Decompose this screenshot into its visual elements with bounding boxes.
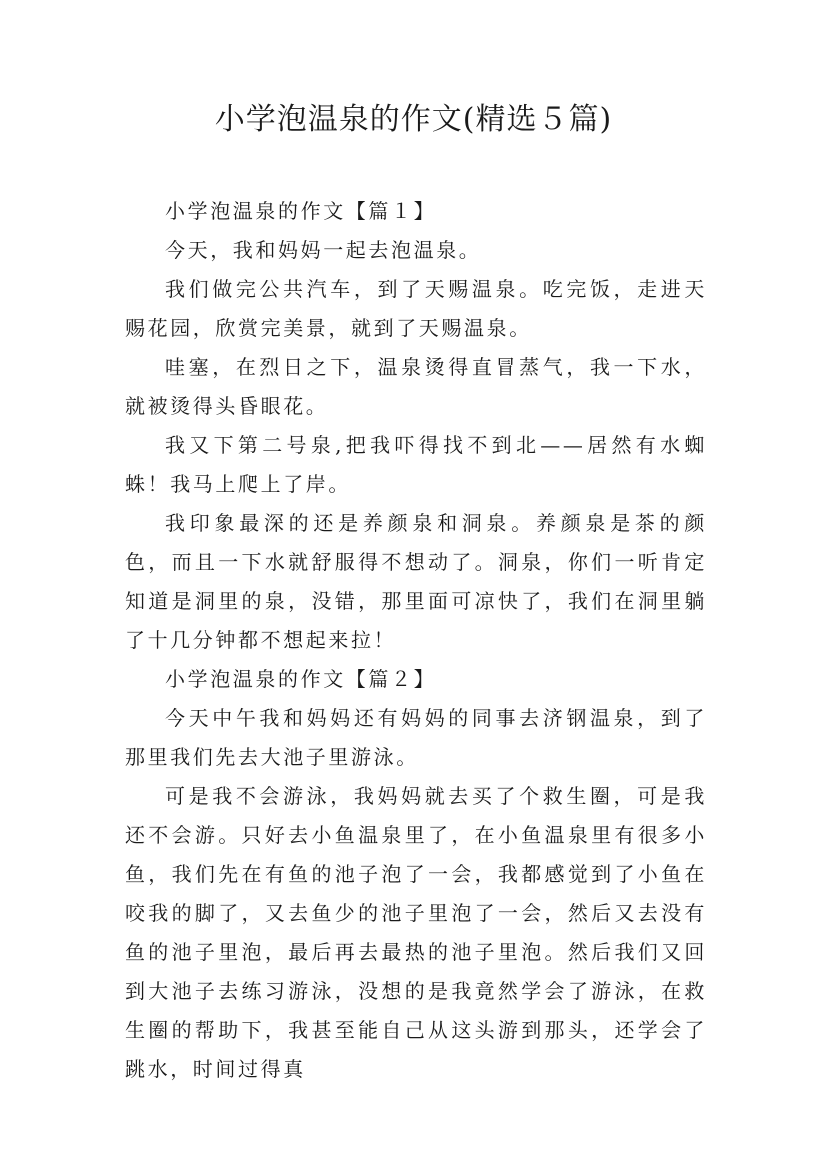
section-heading-2: 小学泡温泉的作文【篇２】 <box>165 667 437 691</box>
paragraph: 今天，我和妈妈一起去泡温泉。 <box>165 238 482 262</box>
document-body <box>125 192 707 1089</box>
page-title: 小学泡温泉的作文(精选５篇) <box>214 102 613 137</box>
paragraph: 我又下第二号泉,把我吓得找不到北——居然有水蜘蛛！我马上爬上了岸。 <box>125 433 707 496</box>
paragraph: 哇塞，在烈日之下，温泉烫得直冒蒸气，我一下水，就被烫得头昏眼花。 <box>125 355 707 418</box>
paragraph: 我印象最深的还是养颜泉和洞泉。养颜泉是茶的颜色，而且一下水就舒服得不想动了。洞泉，你们一听肯定知道是洞里的泉，没错，那里面可凉快了，我们在洞里躺了十几分钟都不想起来拉！ <box>125 511 707 652</box>
paragraph: 可是我不会游泳，我妈妈就去买了个救生圈，可是我还不会游。只好去小鱼温泉里了，在小鱼温泉里有很多小鱼，我们先在有鱼的池子泡了一会，我都感觉到了小鱼在咬我的脚了，又去鱼少的池子里泡了一会，然后又去没有鱼的池子里泡，最后再去最热的池子里泡。然后我们又回到大池子去练习游泳，没想的是我竟然学会了游泳，在救生圈的帮助下，我甚至能自己从这头游到那头，还学会了跳水，时间过得真 <box>125 784 707 1081</box>
paragraph: 我们做完公共汽车，到了天赐温泉。吃完饭，走进天赐花园，欣赏完美景，就到了天赐温泉。 <box>125 277 707 340</box>
section-heading-1: 小学泡温泉的作文【篇１】 <box>165 199 437 223</box>
paragraph: 今天中午我和妈妈还有妈妈的同事去济钢温泉，到了那里我们先去大池子里游泳。 <box>125 706 707 769</box>
